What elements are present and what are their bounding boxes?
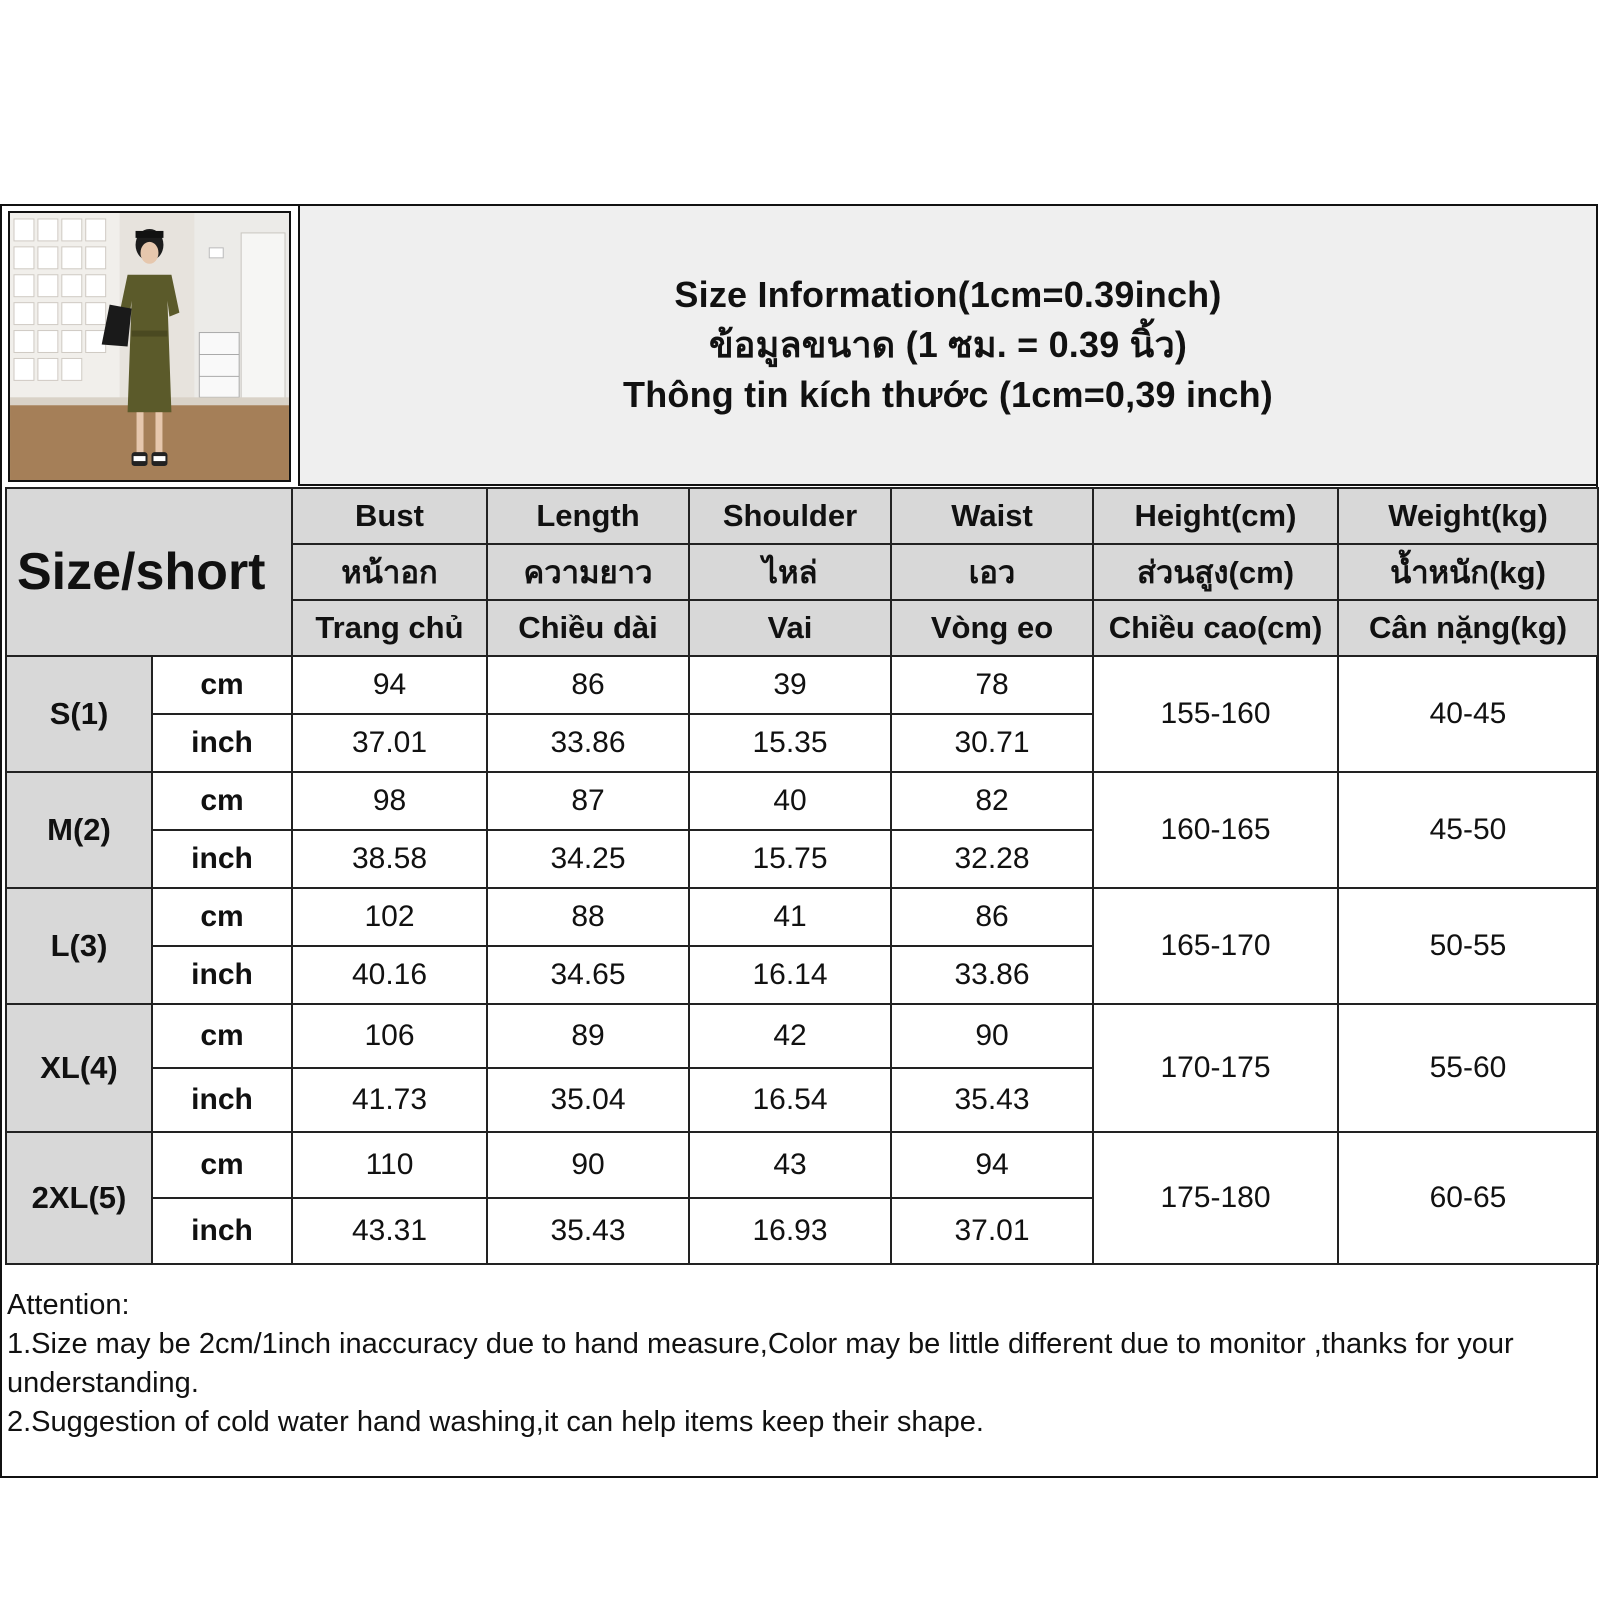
waist-value: 37.01 [891,1198,1093,1264]
table-row [6,656,1598,714]
col-header-shoulder-vi: Vai [689,600,891,656]
unit-label: cm [152,888,292,946]
size-label: S(1) [6,656,152,772]
col-header-waist-th: เอว [891,544,1093,600]
unit-label: inch [152,714,292,772]
weight-range: 45-50 [1338,772,1598,888]
attention-heading: Attention: [7,1289,130,1321]
shoulder-value: 16.93 [689,1198,891,1264]
height-range: 155-160 [1093,656,1338,772]
length-value: 87 [487,772,689,830]
bust-value: 37.01 [292,714,487,772]
product-photo [8,211,291,482]
col-header-length-th: ความยาว [487,544,689,600]
size-chart-sheet [0,204,1598,1478]
model-in-dress-image [10,213,289,480]
table-row [6,772,1598,830]
height-range: 170-175 [1093,1004,1338,1132]
length-value: 34.25 [487,830,689,888]
shoulder-value: 15.75 [689,830,891,888]
col-header-shoulder-en: Shoulder [689,488,891,544]
unit-label: inch [152,1068,292,1132]
attention-note-2: 2.Suggestion of cold water hand washing,it can help items keep their shape. [7,1406,984,1438]
title-thai: ข้อมูลขนาด (1 ซม. = 0.39 นิ้ว) [708,324,1188,365]
length-value: 35.43 [487,1198,689,1264]
shoulder-value: 42 [689,1004,891,1068]
shoulder-value: 41 [689,888,891,946]
bust-value: 94 [292,656,487,714]
shoulder-value: 43 [689,1132,891,1198]
bust-value: 41.73 [292,1068,487,1132]
col-header-height-en: Height(cm) [1093,488,1338,544]
header-row-english [6,488,1598,544]
height-range: 175-180 [1093,1132,1338,1264]
shoulder-value: 16.54 [689,1068,891,1132]
unit-label: inch [152,1198,292,1264]
unit-label: cm [152,656,292,714]
waist-value: 33.86 [891,946,1093,1004]
table-row [6,888,1598,946]
length-value: 88 [487,888,689,946]
length-value: 90 [487,1132,689,1198]
col-header-bust-en: Bust [292,488,487,544]
length-value: 34.65 [487,946,689,1004]
size-short-header: Size/short [6,488,292,656]
weight-range: 55-60 [1338,1004,1598,1132]
weight-range: 60-65 [1338,1132,1598,1264]
waist-value: 35.43 [891,1068,1093,1132]
bust-value: 98 [292,772,487,830]
col-header-shoulder-th: ไหล่ [689,544,891,600]
length-value: 89 [487,1004,689,1068]
col-header-weight-th: น้ำหนัก(kg) [1338,544,1598,600]
waist-value: 82 [891,772,1093,830]
weight-range: 40-45 [1338,656,1598,772]
col-header-height-th: ส่วนสูง(cm) [1093,544,1338,600]
col-header-length-en: Length [487,488,689,544]
waist-value: 32.28 [891,830,1093,888]
unit-label: inch [152,830,292,888]
waist-value: 90 [891,1004,1093,1068]
title-english: Size Information(1cm=0.39inch) [674,274,1222,315]
size-label: L(3) [6,888,152,1004]
size-info-title-box [298,206,1596,486]
col-header-waist-en: Waist [891,488,1093,544]
col-header-weight-en: Weight(kg) [1338,488,1598,544]
bust-value: 43.31 [292,1198,487,1264]
table-row [6,1004,1598,1068]
size-label: M(2) [6,772,152,888]
table-row [6,1132,1598,1198]
col-header-height-vi: Chiều cao(cm) [1093,600,1338,656]
waist-value: 86 [891,888,1093,946]
length-value: 86 [487,656,689,714]
col-header-bust-vi: Trang chủ [292,600,487,656]
size-label: 2XL(5) [6,1132,152,1264]
bust-value: 110 [292,1132,487,1198]
size-label: XL(4) [6,1004,152,1132]
waist-value: 94 [891,1132,1093,1198]
bust-value: 40.16 [292,946,487,1004]
col-header-bust-th: หน้าอก [292,544,487,600]
shoulder-value: 16.14 [689,946,891,1004]
height-range: 160-165 [1093,772,1338,888]
unit-label: inch [152,946,292,1004]
title-vietnamese: Thông tin kích thước (1cm=0,39 inch) [623,374,1273,415]
waist-value: 30.71 [891,714,1093,772]
height-range: 165-170 [1093,888,1338,1004]
size-table [5,487,1599,1265]
unit-label: cm [152,1132,292,1198]
col-header-waist-vi: Vòng eo [891,600,1093,656]
length-value: 35.04 [487,1068,689,1132]
shoulder-value: 15.35 [689,714,891,772]
waist-value: 78 [891,656,1093,714]
bust-value: 106 [292,1004,487,1068]
weight-range: 50-55 [1338,888,1598,1004]
bust-value: 102 [292,888,487,946]
col-header-weight-vi: Cân nặng(kg) [1338,600,1598,656]
col-header-length-vi: Chiều dài [487,600,689,656]
shoulder-value: 39 [689,656,891,714]
attention-note-1: 1.Size may be 2cm/1inch inaccuracy due to hand measure,Color may be little different due to monitor ,thanks for your understanding. [7,1328,1514,1399]
unit-label: cm [152,772,292,830]
length-value: 33.86 [487,714,689,772]
bust-value: 38.58 [292,830,487,888]
attention-notes [7,1286,1587,1442]
shoulder-value: 40 [689,772,891,830]
unit-label: cm [152,1004,292,1068]
